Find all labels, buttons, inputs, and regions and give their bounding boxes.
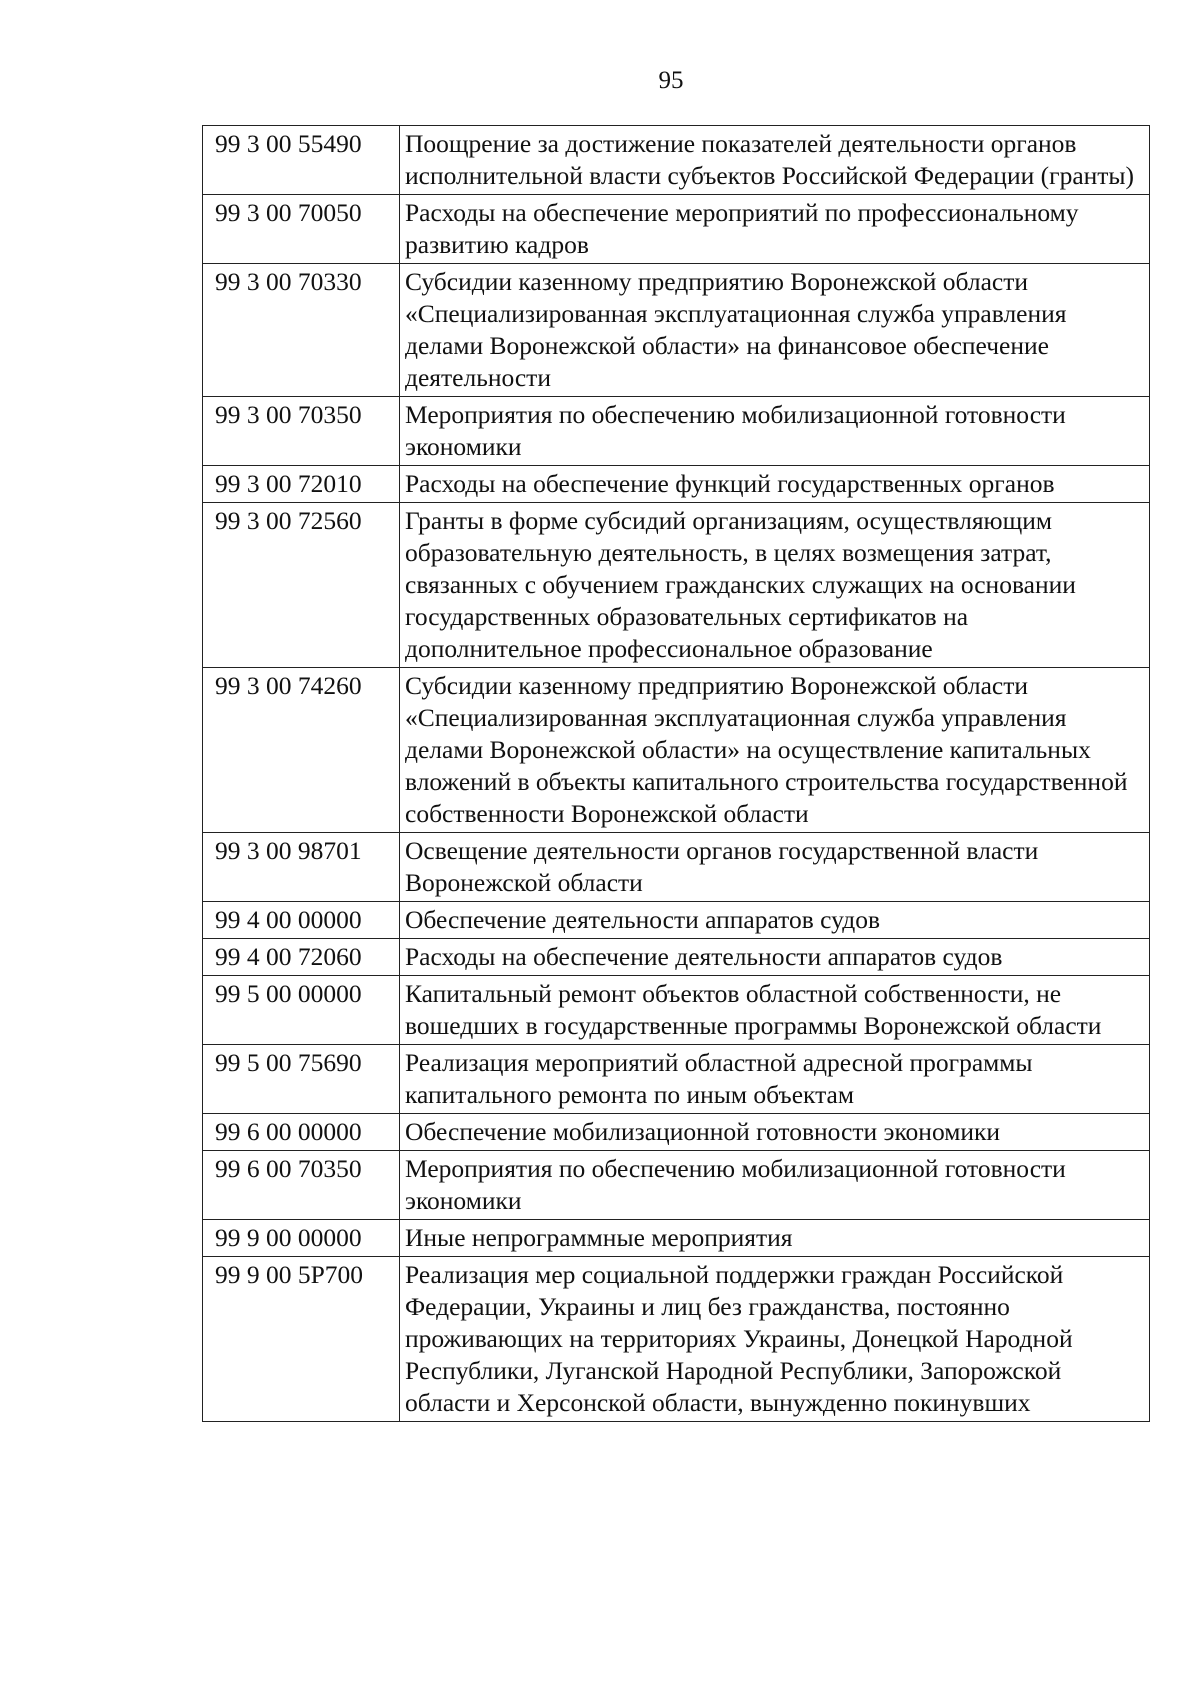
table-row [203,397,1150,466]
description-cell: Капитальный ремонт объектов областной собственности, не вошедших в государственные программы Воронежской области [400,976,1150,1045]
code-cell: 99 5 00 00000 [203,976,400,1045]
description-cell: Реализация мер социальной поддержки граждан Российской Федерации, Украины и лиц без гражданства, постоянно проживающих на территориях Украины, Донецкой Народной Республики, Луганской Народной Республики, Запорожской области и Херсонской области, вынужденно покинувших [400,1257,1150,1422]
description-cell: Субсидии казенному предприятию Воронежской области «Специализированная эксплуатационная служба управления делами Воронежской области» на финансовое обеспечение деятельности [400,264,1150,397]
description-cell: Расходы на обеспечение деятельности аппаратов судов [400,939,1150,976]
table-row [203,976,1150,1045]
description-cell: Расходы на обеспечение функций государственных органов [400,466,1150,503]
code-cell: 99 6 00 00000 [203,1114,400,1151]
table-row [203,833,1150,902]
table-row [203,264,1150,397]
description-cell: Субсидии казенному предприятию Воронежской области «Специализированная эксплуатационная служба управления делами Воронежской области» на осуществление капитальных вложений в объекты капитального строительства государственной собственности Воронежской области [400,668,1150,833]
code-cell: 99 3 00 72560 [203,503,400,668]
table-row [203,668,1150,833]
description-cell: Иные непрограммные мероприятия [400,1220,1150,1257]
table-row [203,126,1150,195]
description-cell: Обеспечение деятельности аппаратов судов [400,902,1150,939]
table-row [203,503,1150,668]
table-row [203,902,1150,939]
page-number: 95 [658,67,684,94]
code-cell: 99 6 00 70350 [203,1151,400,1220]
code-cell: 99 4 00 00000 [203,902,400,939]
table-row [203,939,1150,976]
description-cell: Реализация мероприятий областной адресной программы капитального ремонта по иным объектам [400,1045,1150,1114]
table-row [203,1220,1150,1257]
code-cell: 99 3 00 55490 [203,126,400,195]
table-row [203,1257,1150,1422]
code-cell: 99 9 00 5P700 [203,1257,400,1422]
description-cell: Расходы на обеспечение мероприятий по профессиональному развитию кадров [400,195,1150,264]
code-cell: 99 3 00 70350 [203,397,400,466]
code-cell: 99 3 00 70050 [203,195,400,264]
code-cell: 99 4 00 72060 [203,939,400,976]
code-cell: 99 3 00 98701 [203,833,400,902]
code-cell: 99 3 00 70330 [203,264,400,397]
code-cell: 99 3 00 74260 [203,668,400,833]
code-cell: 99 5 00 75690 [203,1045,400,1114]
description-cell: Мероприятия по обеспечению мобилизационной готовности экономики [400,397,1150,466]
table-row [203,195,1150,264]
description-cell: Гранты в форме субсидий организациям, осуществляющим образовательную деятельность, в целях возмещения затрат, связанных с обучением гражданских служащих на основании государственных образовательных сертификатов на дополнительное профессиональное образование [400,503,1150,668]
description-cell: Освещение деятельности органов государственной власти Воронежской области [400,833,1150,902]
code-cell: 99 3 00 72010 [203,466,400,503]
table-row [203,466,1150,503]
table-row [203,1151,1150,1220]
description-cell: Поощрение за достижение показателей деятельности органов исполнительной власти субъектов Российской Федерации (гранты) [400,126,1150,195]
table-row [203,1045,1150,1114]
description-cell: Обеспечение мобилизационной готовности экономики [400,1114,1150,1151]
code-cell: 99 9 00 00000 [203,1220,400,1257]
table-row [203,1114,1150,1151]
budget-classification-table [202,125,1150,1422]
description-cell: Мероприятия по обеспечению мобилизационной готовности экономики [400,1151,1150,1220]
